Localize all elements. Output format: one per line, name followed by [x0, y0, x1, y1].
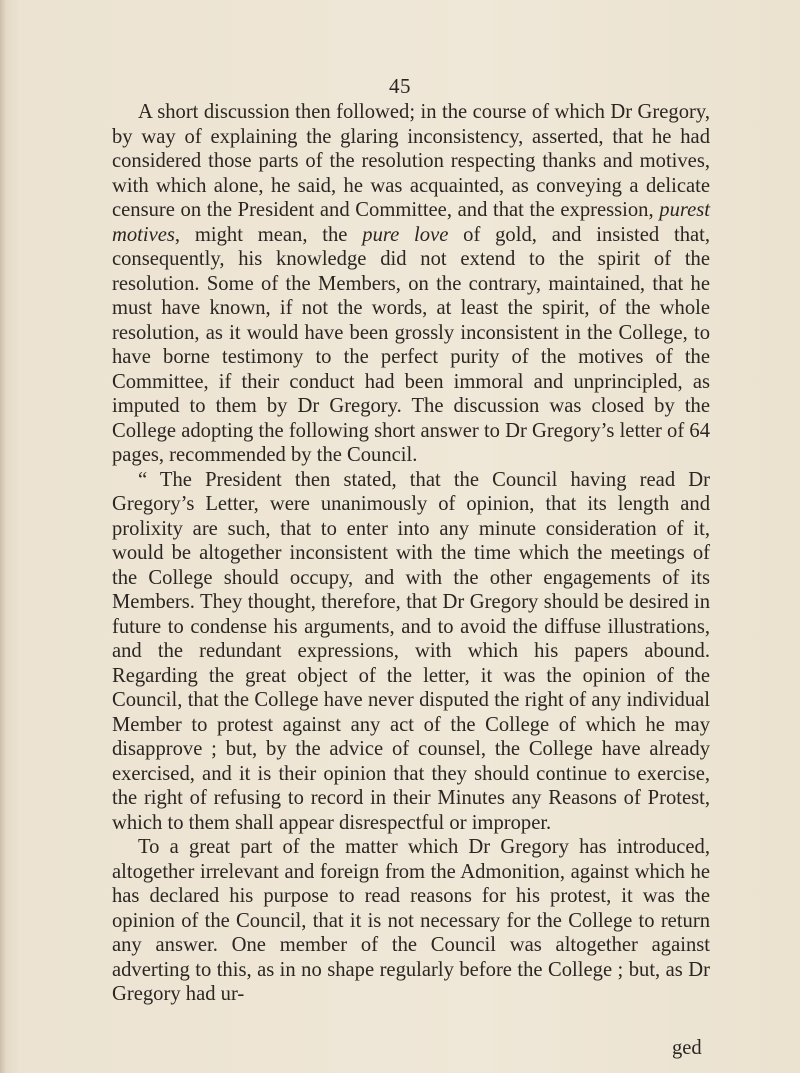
italic-phrase-pure-love: pure love [362, 223, 449, 246]
italic-phrase-purest-motives: purest motives [112, 199, 710, 246]
paragraph-3: To a great part of the matter which Dr Gregory has introduced, altogether irrelevant and foreign from the Admonition, against which he has declared his purpose to read reasons for his protest, it was the opinion of the Council, that it is not necessary for the College to return any answer. One member of the Council was altogether against adverting to this, as in no shape regularly before the College ; but, as Dr Gregory had ur- [112, 836, 710, 1005]
paragraph-2: “ The President then stated, that the Council having read Dr Gregory’s Letter, were unanimously of opinion, that its length and prolixity are such, that to enter into any minute consideration of it, would be altogether inconsistent with the time which the meetings of the College should occupy, and with the other engagements of its Members. They thought, therefore, that Dr Gregory should be desired in future to condense his arguments, and to avoid the diffuse illustrations, and the redundant expressions, with which his papers abound. Regarding the great object of the letter, it was the opinion of the Council, that the College have never disputed the right of any individual Member to protest against any act of the College of which he may disapprove ; but, by the advice of counsel, the College have already exercised, and it is their opinion that they should continue to exercise, the right of refusing to record in their Minutes any Reasons of Protest, which to them shall appear disrespectful or improper. [112, 468, 710, 834]
body-text [112, 100, 710, 1007]
paragraph-1-text-start: A short discussion then followed; in the course of which Dr Gregory, by way of explaining the glaring inconsistency, asserted, that he had considered those parts of the resolution respecting thanks and motives, with which alone, he said, he was acquainted, as conveying a delicate censure on the President and Committee, and that the expression, [112, 101, 710, 221]
paragraph-1-text-middle: , might mean, the [174, 223, 363, 246]
paragraph-1 [112, 100, 710, 468]
page-number: 45 [389, 74, 411, 98]
paragraph-1-text-end: of gold, and insisted that, consequently, his knowledge did not extend to the spirit of the resolution. Some of the Members, on the contrary, maintained, that he must have known, if not the words, at least the spirit, of the whole resolution, as it would have been grossly inconsistent in the College, to have borne testimony to the perfect purity of the motives of the Committee, if their conduct had been immoral and unprincipled, as imputed to them by Dr Gregory. The discussion was closed by the College adopting the following short answer to Dr Gregory’s letter of 64 pages, recommended by the Council. [112, 223, 710, 466]
catchword: ged [672, 1037, 702, 1059]
